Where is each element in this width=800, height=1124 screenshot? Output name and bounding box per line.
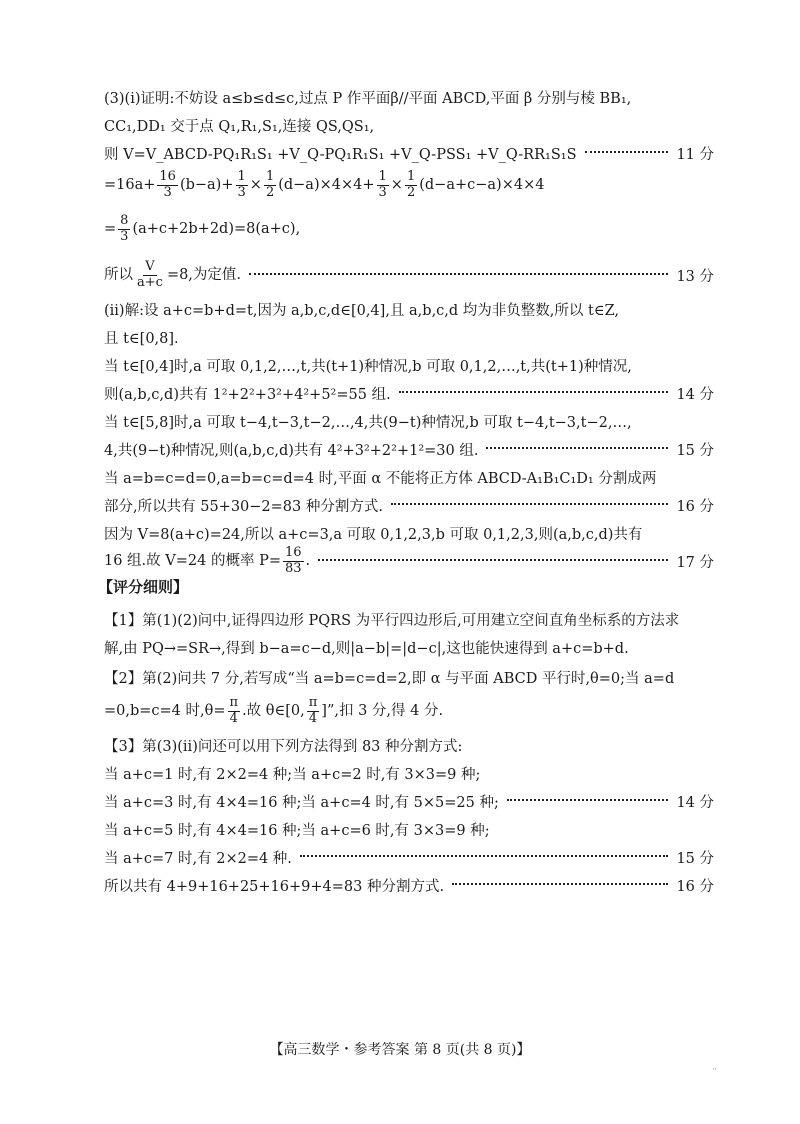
text-segment: =0,b=c=4 时,θ= [104, 703, 226, 719]
solution-line [104, 110, 714, 140]
text-segment: (a+c+2b+2d)=8(a+c), [132, 221, 301, 237]
text-segment: (b−a)+ [179, 177, 234, 193]
line-text: 部分,所以共有 55+30−2=83 种分割方式. [104, 498, 383, 515]
fraction [135, 260, 165, 290]
solution-line [104, 170, 714, 200]
rule-line [104, 814, 714, 844]
page-footer: 【高三数学・参考答案 第 8 页(共 8 页)】 [269, 1042, 531, 1058]
text-segment: × [390, 177, 403, 193]
line-text: 【2】第(2)问共 7 分,若写成“当 a=b=c=d=2,即 α 与平面 ABCD 平行时,θ=0;当 a=d [104, 670, 675, 687]
fraction-denominator: 3 [120, 228, 129, 244]
text-segment: (d−a)×4×4+ [278, 177, 375, 193]
rule-line [104, 696, 714, 726]
section-title: 【评分细则】 [98, 577, 189, 596]
fraction-denominator: 83 [284, 560, 302, 576]
rule-line [104, 786, 714, 816]
leader-dots [399, 391, 669, 393]
fraction-numerator: 1 [237, 170, 246, 185]
rule-line [104, 842, 714, 872]
fraction [236, 170, 248, 200]
fraction-denominator: 4 [229, 710, 238, 726]
fraction-numerator: 1 [378, 170, 387, 185]
fraction-numerator: V [145, 260, 155, 275]
line-text: 【3】第(3)(ⅱ)问还可以用下列方法得到 83 种分割方式: [104, 738, 463, 755]
solution-line [104, 490, 714, 520]
line-text: 当 a+c=5 时,有 4×4=16 种;当 a+c=6 时,有 3×3=9 种; [104, 822, 490, 839]
line-text: 解,由 PQ→=SR→,得到 b−a=c−d,则|a−b|=|d−c|,这也能快速得到 a+c=b+d. [104, 640, 629, 657]
fraction-numerator: 1 [406, 170, 416, 185]
fraction-numerator: 8 [120, 214, 129, 229]
score-mark: 16 分 [676, 878, 714, 895]
line-text [104, 170, 544, 200]
solution-line [104, 214, 714, 244]
line-text: 当 a+c=7 时,有 2×2=4 种. [104, 850, 292, 867]
line-text: 则(a,b,c,d)共有 1²+2²+3²+4²+5²=55 组. [104, 386, 391, 403]
text-segment: ]”,扣 3 分,得 4 分. [321, 703, 444, 719]
line-text: 因为 V=8(a+c)=24,所以 a+c=3,a 可取 0,1,2,3,b 可取 0,1,2,3,则(a,b,c,d)共有 [104, 526, 643, 543]
fraction-denominator: 3 [163, 184, 172, 200]
line-text: 当 a=b=c=d=0,a=b=c=d=4 时,平面 α 不能将正方体 ABCD-A₁B₁C₁D₁ 分割成两 [104, 470, 657, 487]
line-text: (3)(ⅰ)证明:不妨设 a≤b≤d≤c,过点 P 作平面β//平面 ABCD,平面 β 分别与棱 BB₁, [104, 90, 632, 107]
rule-line [104, 632, 714, 662]
line-text: 当 a+c=3 时,有 4×4=16 种;当 a+c=4 时,有 5×5=25 种; [104, 794, 499, 811]
score-mark: 16 分 [676, 498, 714, 515]
fraction [307, 696, 320, 726]
score-mark: 14 分 [676, 794, 714, 811]
leader-dots [507, 799, 669, 801]
score-mark: 11 分 [676, 146, 714, 163]
fraction [228, 696, 241, 726]
solution-line [104, 350, 714, 380]
fraction-denominator: a+c [137, 274, 163, 290]
fraction [405, 170, 417, 200]
text-segment: .故 θ∈[0, [242, 703, 305, 719]
leader-dots [318, 559, 668, 561]
text-segment: (d−a+c−a)×4×4 [419, 177, 545, 193]
fraction [264, 170, 276, 200]
score-mark: 13 分 [676, 268, 714, 285]
rule-line [104, 870, 714, 900]
score-mark: 15 分 [676, 442, 714, 459]
leader-dots [249, 273, 668, 275]
solution-line [104, 406, 714, 436]
fraction-denominator: 3 [237, 184, 246, 200]
leader-dots [391, 503, 668, 505]
line-text [104, 260, 241, 290]
solution-line [104, 322, 714, 352]
line-text: 则 V=V_ABCD-PQ₁R₁S₁ +V_Q-PQ₁R₁S₁ +V_Q-PSS₁ +V_Q-RR₁S₁S [104, 146, 577, 163]
solution-line [104, 82, 714, 112]
leader-dots [585, 151, 669, 153]
line-text: CC₁,DD₁ 交于点 Q₁,R₁,S₁,连接 QS,QS₁, [104, 118, 375, 135]
fraction [377, 170, 389, 200]
rule-line [104, 662, 714, 692]
solution-line [104, 518, 714, 548]
leader-dots [486, 447, 668, 449]
fraction-numerator: 16 [284, 546, 302, 561]
text-segment: = [104, 221, 117, 237]
rule-line [104, 730, 714, 760]
fraction-numerator: π [308, 696, 318, 711]
text-segment: =8,为定值. [166, 267, 242, 283]
line-text: 【1】第(1)(2)问中,证得四边形 PQRS 为平行四边形后,可用建立空间直角坐标系的方法求 [104, 612, 680, 629]
line-text: 当 t∈[0,4]时,a 可取 0,1,2,…,t,共(t+1)种情况,b 可取 0,1,2,…,t,共(t+1)种情况, [104, 358, 632, 375]
text-segment: =16a+ [104, 177, 156, 193]
solution-line [104, 378, 714, 408]
solution-line [104, 260, 714, 290]
fraction-denominator: 4 [308, 710, 318, 726]
line-text: (ⅱ)解:设 a+c=b+d=t,因为 a,b,c,d∈[0,4],且 a,b,c,d 均为非负整数,所以 t∈Z, [104, 302, 620, 319]
line-text: 且 t∈[0,8]. [104, 330, 179, 347]
line-text: 所以共有 4+9+16+25+16+9+4=83 种分割方式. [104, 878, 445, 895]
solution-line [104, 462, 714, 492]
fraction-denominator: 2 [406, 184, 416, 200]
solution-line [104, 434, 714, 464]
line-text [104, 696, 443, 726]
score-mark: 17 分 [676, 554, 714, 571]
text-segment: 16 组.故 V=24 的概率 P= [104, 553, 281, 569]
score-mark: 14 分 [676, 386, 714, 403]
fraction-denominator: 3 [378, 184, 387, 200]
line-text: 当 t∈[5,8]时,a 可取 t−4,t−3,t−2,…,4,共(9−t)种情况,b 可取 t−4,t−3,t−2,…, [104, 414, 632, 431]
corner-mark: ¨ [712, 1068, 717, 1079]
text-segment: . [305, 553, 311, 569]
rule-line [104, 604, 714, 634]
line-text: 4,共(9−t)种情况,则(a,b,c,d)共有 4²+3²+2²+1²=30 组. [104, 442, 479, 459]
leader-dots [300, 855, 669, 857]
fraction-denominator: 2 [265, 184, 275, 200]
fraction-numerator: 16 [159, 170, 176, 185]
line-text: 当 a+c=1 时,有 2×2=4 种;当 a+c=2 时,有 3×3=9 种; [104, 766, 481, 783]
text-segment: × [249, 177, 262, 193]
fraction [118, 214, 130, 244]
fraction [157, 170, 178, 200]
leader-dots [452, 883, 668, 885]
solution-line [104, 294, 714, 324]
fraction-numerator: π [229, 696, 239, 711]
fraction-numerator: 1 [265, 170, 275, 185]
solution-line [104, 138, 714, 168]
rule-line [104, 758, 714, 788]
score-mark: 15 分 [676, 850, 714, 867]
text-segment: 所以 [104, 267, 133, 283]
line-text [104, 214, 300, 244]
